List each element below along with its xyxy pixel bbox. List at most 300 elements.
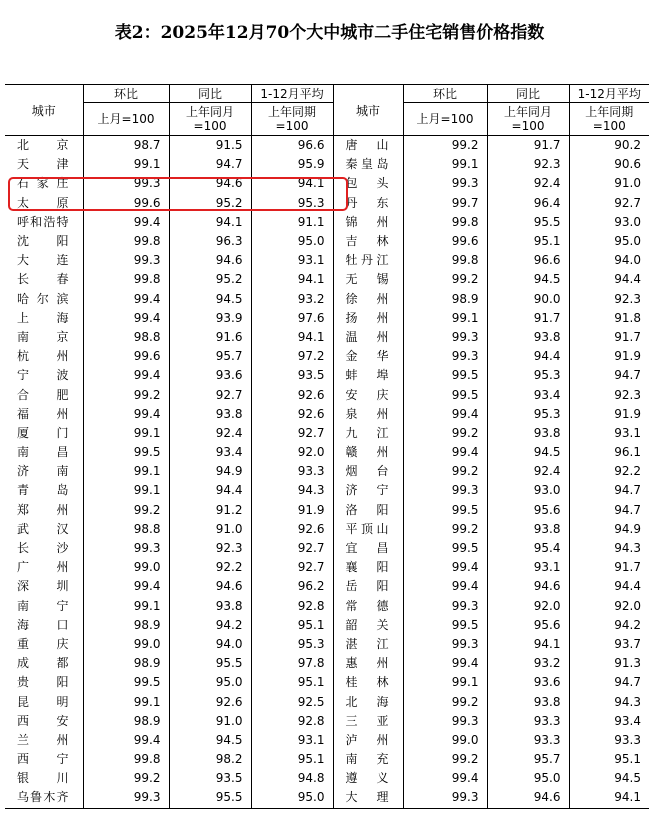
avg-value-left: 93.5 xyxy=(251,366,333,385)
yoy-value-left: 95.2 xyxy=(169,270,251,289)
city-name-left: 南京 xyxy=(17,329,69,344)
mom-value-left: 99.6 xyxy=(83,194,169,213)
city-name-left: 深圳 xyxy=(17,579,69,594)
yoy-value-right: 95.6 xyxy=(487,501,569,520)
mom-value-right: 99.2 xyxy=(403,462,487,481)
yoy-value-left: 94.2 xyxy=(169,616,251,635)
table-row xyxy=(5,290,649,309)
avg-value-right: 94.7 xyxy=(569,366,649,385)
mom-value-right: 99.6 xyxy=(403,232,487,251)
yoy-value-left: 91.5 xyxy=(169,136,251,156)
avg-value-right: 96.1 xyxy=(569,443,649,462)
yoy-value-left: 93.9 xyxy=(169,309,251,328)
mom-value-right: 99.3 xyxy=(403,712,487,731)
mom-value-left: 99.1 xyxy=(83,424,169,443)
yoy-value-right: 93.1 xyxy=(487,558,569,577)
avg-value-left: 92.8 xyxy=(251,597,333,616)
table-row xyxy=(5,270,649,289)
city-name-right: 包头 xyxy=(333,174,403,193)
yoy-value-right: 93.8 xyxy=(487,328,569,347)
yoy-value-left: 92.4 xyxy=(169,424,251,443)
mom-value-right: 99.4 xyxy=(403,558,487,577)
mom-value-right: 98.9 xyxy=(403,290,487,309)
mom-value-left: 99.4 xyxy=(83,731,169,750)
table-row xyxy=(5,712,649,731)
mom-value-left: 99.2 xyxy=(83,501,169,520)
mom-value-right: 99.4 xyxy=(403,769,487,788)
table-row xyxy=(5,232,649,251)
city-name-right: 遵义 xyxy=(333,769,403,788)
avg-value-left: 92.7 xyxy=(251,424,333,443)
mom-value-right: 99.2 xyxy=(403,520,487,539)
mom-value-left: 99.2 xyxy=(83,769,169,788)
avg-value-left: 94.3 xyxy=(251,481,333,500)
city-name-right: 泉州 xyxy=(333,405,403,424)
avg-value-right: 91.3 xyxy=(569,654,649,673)
city-name-right: 温州 xyxy=(333,328,403,347)
city-name-left: 厦门 xyxy=(17,425,69,440)
table-row xyxy=(5,654,649,673)
avg-value-left: 94.8 xyxy=(251,769,333,788)
city-name-left: 福州 xyxy=(17,406,69,421)
mom-value-left: 99.4 xyxy=(83,405,169,424)
city-name-right: 惠州 xyxy=(333,654,403,673)
table-row xyxy=(5,750,649,769)
table-row xyxy=(5,385,649,404)
mom-value-right: 99.3 xyxy=(403,635,487,654)
avg-value-right: 94.2 xyxy=(569,616,649,635)
mom-value-left: 99.3 xyxy=(83,539,169,558)
table-row xyxy=(5,462,649,481)
table-row xyxy=(5,347,649,366)
yoy-value-left: 94.1 xyxy=(169,213,251,232)
mom-value-right: 99.3 xyxy=(403,481,487,500)
yoy-value-right: 93.6 xyxy=(487,673,569,692)
mom-value-right: 99.4 xyxy=(403,654,487,673)
city-name-right: 湛江 xyxy=(333,635,403,654)
avg-value-right: 92.0 xyxy=(569,597,649,616)
table-row xyxy=(5,194,649,213)
mom-value-right: 99.2 xyxy=(403,270,487,289)
yoy-value-right: 92.4 xyxy=(487,462,569,481)
yoy-value-left: 91.6 xyxy=(169,328,251,347)
mom-value-right: 99.3 xyxy=(403,347,487,366)
table-row xyxy=(5,405,649,424)
city-name-right: 徐州 xyxy=(333,290,403,309)
yoy-header-right: 同比 xyxy=(487,85,569,103)
city-name-right: 岳阳 xyxy=(333,577,403,596)
yoy-value-right: 95.0 xyxy=(487,769,569,788)
city-name-right: 桂林 xyxy=(333,673,403,692)
avg-value-right: 94.9 xyxy=(569,520,649,539)
avg-value-left: 96.2 xyxy=(251,577,333,596)
mom-header-right: 环比 xyxy=(403,85,487,103)
mom-value-right: 99.1 xyxy=(403,155,487,174)
mom-value-right: 99.7 xyxy=(403,194,487,213)
yoy-value-left: 94.4 xyxy=(169,481,251,500)
yoy-value-left: 94.0 xyxy=(169,635,251,654)
avg-value-right: 94.0 xyxy=(569,251,649,270)
avg-value-left: 94.1 xyxy=(251,174,333,193)
yoy-value-left: 91.0 xyxy=(169,520,251,539)
city-name-right: 常德 xyxy=(333,597,403,616)
yoy-value-left: 92.2 xyxy=(169,558,251,577)
yoy-value-left: 91.2 xyxy=(169,501,251,520)
mom-value-left: 99.3 xyxy=(83,174,169,193)
table-row xyxy=(5,424,649,443)
yoy-value-right: 93.8 xyxy=(487,520,569,539)
city-name-left: 杭州 xyxy=(17,349,69,364)
city-name-left: 重庆 xyxy=(17,636,69,651)
mom-value-right: 99.3 xyxy=(403,328,487,347)
table-row xyxy=(5,788,649,808)
yoy-value-left: 94.6 xyxy=(169,174,251,193)
avg-value-right: 92.2 xyxy=(569,462,649,481)
city-name-left: 大连 xyxy=(17,253,69,268)
yoy-value-right: 93.3 xyxy=(487,731,569,750)
city-name-right: 赣州 xyxy=(333,443,403,462)
mom-value-left: 99.1 xyxy=(83,692,169,711)
city-name-left: 合肥 xyxy=(17,387,69,402)
mom-base-right: 上月=100 xyxy=(403,103,487,136)
table-row xyxy=(5,558,649,577)
avg-value-left: 97.8 xyxy=(251,654,333,673)
mom-value-right: 99.1 xyxy=(403,673,487,692)
yoy-value-right: 92.0 xyxy=(487,597,569,616)
yoy-value-left: 95.7 xyxy=(169,347,251,366)
avg-value-left: 95.0 xyxy=(251,788,333,808)
yoy-value-right: 95.3 xyxy=(487,405,569,424)
yoy-value-right: 95.1 xyxy=(487,232,569,251)
mom-value-left: 98.9 xyxy=(83,712,169,731)
avg-value-left: 91.9 xyxy=(251,501,333,520)
avg-value-left: 92.7 xyxy=(251,558,333,577)
avg-value-left: 92.0 xyxy=(251,443,333,462)
yoy-value-left: 93.4 xyxy=(169,443,251,462)
yoy-value-left: 94.5 xyxy=(169,731,251,750)
city-name-left: 宁波 xyxy=(17,368,69,383)
yoy-value-right: 94.4 xyxy=(487,347,569,366)
avg-base-left: 上年同期 =100 xyxy=(251,103,333,136)
avg-value-left: 93.1 xyxy=(251,251,333,270)
city-name-right: 洛阳 xyxy=(333,501,403,520)
yoy-value-right: 96.4 xyxy=(487,194,569,213)
mom-value-right: 99.5 xyxy=(403,501,487,520)
city-name-right: 烟台 xyxy=(333,462,403,481)
city-name-right: 济宁 xyxy=(333,481,403,500)
mom-base-left: 上月=100 xyxy=(83,103,169,136)
city-name-right: 唐山 xyxy=(333,136,403,156)
city-name-left: 西安 xyxy=(17,713,69,728)
avg-value-right: 90.2 xyxy=(569,136,649,156)
mom-value-left: 99.2 xyxy=(83,385,169,404)
avg-value-right: 91.8 xyxy=(569,309,649,328)
avg-value-right: 95.1 xyxy=(569,750,649,769)
avg-value-right: 91.7 xyxy=(569,328,649,347)
yoy-value-right: 94.6 xyxy=(487,577,569,596)
avg-value-left: 95.0 xyxy=(251,232,333,251)
avg-value-right: 93.0 xyxy=(569,213,649,232)
city-name-right: 金华 xyxy=(333,347,403,366)
mom-value-right: 99.4 xyxy=(403,443,487,462)
city-name-right: 吉林 xyxy=(333,232,403,251)
yoy-value-right: 94.5 xyxy=(487,443,569,462)
yoy-value-right: 94.1 xyxy=(487,635,569,654)
avg-value-right: 92.3 xyxy=(569,385,649,404)
city-name-left: 郑州 xyxy=(17,502,69,517)
yoy-value-right: 92.4 xyxy=(487,174,569,193)
city-name-right: 襄阳 xyxy=(333,558,403,577)
avg-value-right: 91.7 xyxy=(569,558,649,577)
avg-value-left: 93.1 xyxy=(251,731,333,750)
avg-value-right: 93.1 xyxy=(569,424,649,443)
city-name-right: 锦州 xyxy=(333,213,403,232)
mom-value-left: 99.1 xyxy=(83,462,169,481)
yoy-value-right: 91.7 xyxy=(487,136,569,156)
avg-value-left: 92.7 xyxy=(251,539,333,558)
avg-value-left: 92.8 xyxy=(251,712,333,731)
table-row xyxy=(5,539,649,558)
avg-value-left: 95.9 xyxy=(251,155,333,174)
mom-value-left: 99.1 xyxy=(83,481,169,500)
yoy-base-right: 上年同月 =100 xyxy=(487,103,569,136)
yoy-value-left: 94.6 xyxy=(169,577,251,596)
city-name-left: 长春 xyxy=(17,272,69,287)
city-name-left: 济南 xyxy=(17,464,69,479)
avg-base-right: 上年同期 =100 xyxy=(569,103,649,136)
city-name-right: 九江 xyxy=(333,424,403,443)
city-name-left: 青岛 xyxy=(17,483,69,498)
city-name-left: 武汉 xyxy=(17,521,69,536)
yoy-value-right: 93.0 xyxy=(487,481,569,500)
yoy-base-left: 上年同月 =100 xyxy=(169,103,251,136)
city-name-right: 泸州 xyxy=(333,731,403,750)
mom-value-left: 99.0 xyxy=(83,558,169,577)
avg-value-left: 94.1 xyxy=(251,328,333,347)
city-name-left: 成都 xyxy=(17,656,69,671)
mom-value-left: 98.9 xyxy=(83,616,169,635)
yoy-value-left: 92.7 xyxy=(169,385,251,404)
yoy-value-left: 92.6 xyxy=(169,692,251,711)
mom-value-right: 99.8 xyxy=(403,213,487,232)
avg-value-right: 94.3 xyxy=(569,692,649,711)
avg-value-left: 91.1 xyxy=(251,213,333,232)
mom-value-right: 99.2 xyxy=(403,136,487,156)
mom-value-left: 99.3 xyxy=(83,788,169,808)
yoy-value-left: 94.5 xyxy=(169,290,251,309)
table-row xyxy=(5,769,649,788)
yoy-value-right: 95.4 xyxy=(487,539,569,558)
avg-value-left: 95.1 xyxy=(251,673,333,692)
city-name-right: 宜昌 xyxy=(333,539,403,558)
yoy-value-left: 95.5 xyxy=(169,654,251,673)
city-name-right: 大理 xyxy=(333,788,403,808)
city-name-left: 银川 xyxy=(17,771,69,786)
yoy-value-right: 93.8 xyxy=(487,424,569,443)
mom-value-left: 99.4 xyxy=(83,366,169,385)
mom-value-left: 98.8 xyxy=(83,520,169,539)
city-name-left: 哈尔滨 xyxy=(17,291,69,306)
city-name-right: 三亚 xyxy=(333,712,403,731)
city-name-right: 丹东 xyxy=(333,194,403,213)
mom-value-left: 99.5 xyxy=(83,443,169,462)
yoy-value-right: 96.6 xyxy=(487,251,569,270)
mom-value-left: 99.4 xyxy=(83,577,169,596)
city-name-right: 北海 xyxy=(333,692,403,711)
avg-value-right: 92.3 xyxy=(569,290,649,309)
avg-value-left: 95.3 xyxy=(251,194,333,213)
mom-value-right: 99.4 xyxy=(403,577,487,596)
table-row xyxy=(5,155,649,174)
mom-value-left: 99.4 xyxy=(83,290,169,309)
yoy-value-left: 95.2 xyxy=(169,194,251,213)
yoy-value-left: 95.0 xyxy=(169,673,251,692)
city-name-left: 北京 xyxy=(17,138,69,153)
city-name-left: 贵阳 xyxy=(17,675,69,690)
avg-value-left: 92.6 xyxy=(251,385,333,404)
city-header-left: 城市 xyxy=(5,85,83,136)
city-name-right: 平顶山 xyxy=(333,520,403,539)
yoy-value-left: 91.0 xyxy=(169,712,251,731)
table-row xyxy=(5,328,649,347)
mom-value-right: 99.3 xyxy=(403,788,487,808)
yoy-value-left: 94.9 xyxy=(169,462,251,481)
yoy-value-right: 93.3 xyxy=(487,712,569,731)
avg-value-right: 94.7 xyxy=(569,673,649,692)
yoy-value-right: 91.7 xyxy=(487,309,569,328)
city-name-left: 兰州 xyxy=(17,732,69,747)
yoy-value-left: 98.2 xyxy=(169,750,251,769)
city-name-right: 扬州 xyxy=(333,309,403,328)
table-row xyxy=(5,616,649,635)
avg-value-right: 91.0 xyxy=(569,174,649,193)
yoy-value-right: 93.2 xyxy=(487,654,569,673)
table-row xyxy=(5,597,649,616)
table-row xyxy=(5,251,649,270)
table-row xyxy=(5,520,649,539)
city-name-left: 广州 xyxy=(17,560,69,575)
table-row xyxy=(5,136,649,156)
avg-value-right: 91.9 xyxy=(569,347,649,366)
city-name-left: 太原 xyxy=(17,195,69,210)
mom-value-right: 99.8 xyxy=(403,251,487,270)
avg-value-left: 95.1 xyxy=(251,616,333,635)
table-row xyxy=(5,577,649,596)
mom-value-left: 99.4 xyxy=(83,309,169,328)
city-name-left: 南昌 xyxy=(17,445,69,460)
avg-value-right: 94.7 xyxy=(569,481,649,500)
avg-value-right: 94.5 xyxy=(569,769,649,788)
yoy-value-right: 95.7 xyxy=(487,750,569,769)
avg-value-left: 92.5 xyxy=(251,692,333,711)
city-name-right: 牡丹江 xyxy=(333,251,403,270)
yoy-header-left: 同比 xyxy=(169,85,251,103)
city-name-left: 昆明 xyxy=(17,694,69,709)
price-index-table xyxy=(5,84,649,809)
avg-header-left: 1-12月平均 xyxy=(251,85,333,103)
city-name-right: 安庆 xyxy=(333,385,403,404)
yoy-value-right: 90.0 xyxy=(487,290,569,309)
avg-value-left: 92.6 xyxy=(251,405,333,424)
mom-value-right: 99.5 xyxy=(403,366,487,385)
mom-value-left: 99.6 xyxy=(83,347,169,366)
avg-value-right: 92.7 xyxy=(569,194,649,213)
yoy-value-left: 93.5 xyxy=(169,769,251,788)
mom-value-right: 99.1 xyxy=(403,309,487,328)
mom-value-left: 99.1 xyxy=(83,597,169,616)
city-name-left: 石家庄 xyxy=(17,176,69,191)
yoy-value-right: 94.6 xyxy=(487,788,569,808)
city-name-left: 沈阳 xyxy=(17,234,69,249)
yoy-value-left: 93.8 xyxy=(169,405,251,424)
table-row xyxy=(5,309,649,328)
table-row xyxy=(5,481,649,500)
yoy-value-right: 92.3 xyxy=(487,155,569,174)
avg-value-left: 95.3 xyxy=(251,635,333,654)
yoy-value-left: 94.6 xyxy=(169,251,251,270)
city-name-right: 蚌埠 xyxy=(333,366,403,385)
avg-value-right: 94.4 xyxy=(569,270,649,289)
table-row xyxy=(5,501,649,520)
avg-value-right: 94.1 xyxy=(569,788,649,808)
avg-header-right: 1-12月平均 xyxy=(569,85,649,103)
yoy-value-left: 95.5 xyxy=(169,788,251,808)
avg-value-right: 91.9 xyxy=(569,405,649,424)
avg-value-right: 93.7 xyxy=(569,635,649,654)
mom-value-right: 99.3 xyxy=(403,597,487,616)
yoy-value-right: 95.5 xyxy=(487,213,569,232)
table-row xyxy=(5,673,649,692)
avg-value-right: 90.6 xyxy=(569,155,649,174)
mom-value-right: 99.2 xyxy=(403,750,487,769)
mom-value-left: 99.4 xyxy=(83,213,169,232)
city-name-left: 海口 xyxy=(17,617,69,632)
city-name-left: 呼和浩特 xyxy=(17,214,69,229)
avg-value-left: 96.6 xyxy=(251,136,333,156)
mom-value-right: 99.2 xyxy=(403,692,487,711)
table-row xyxy=(5,213,649,232)
table-title: 表2：2025年12月70个大中城市二手住宅销售价格指数 xyxy=(114,23,545,43)
mom-value-left: 99.8 xyxy=(83,232,169,251)
mom-value-right: 99.5 xyxy=(403,539,487,558)
avg-value-left: 93.3 xyxy=(251,462,333,481)
city-name-right: 秦皇岛 xyxy=(333,155,403,174)
mom-value-left: 98.9 xyxy=(83,654,169,673)
table-row xyxy=(5,174,649,193)
city-name-right: 韶关 xyxy=(333,616,403,635)
mom-header-left: 环比 xyxy=(83,85,169,103)
mom-value-right: 99.5 xyxy=(403,385,487,404)
city-name-right: 无锡 xyxy=(333,270,403,289)
mom-value-left: 98.8 xyxy=(83,328,169,347)
table-row xyxy=(5,366,649,385)
avg-value-left: 97.6 xyxy=(251,309,333,328)
city-name-left: 西宁 xyxy=(17,752,69,767)
city-name-left: 长沙 xyxy=(17,541,69,556)
mom-value-left: 99.1 xyxy=(83,155,169,174)
city-name-left: 天津 xyxy=(17,157,69,172)
mom-value-left: 99.5 xyxy=(83,673,169,692)
avg-value-right: 95.0 xyxy=(569,232,649,251)
avg-value-right: 93.3 xyxy=(569,731,649,750)
table-row xyxy=(5,692,649,711)
city-name-left: 乌鲁木齐 xyxy=(5,788,83,808)
yoy-value-left: 92.3 xyxy=(169,539,251,558)
avg-value-left: 94.1 xyxy=(251,270,333,289)
avg-value-right: 93.4 xyxy=(569,712,649,731)
yoy-value-right: 95.3 xyxy=(487,366,569,385)
city-name-left: 上海 xyxy=(17,310,69,325)
